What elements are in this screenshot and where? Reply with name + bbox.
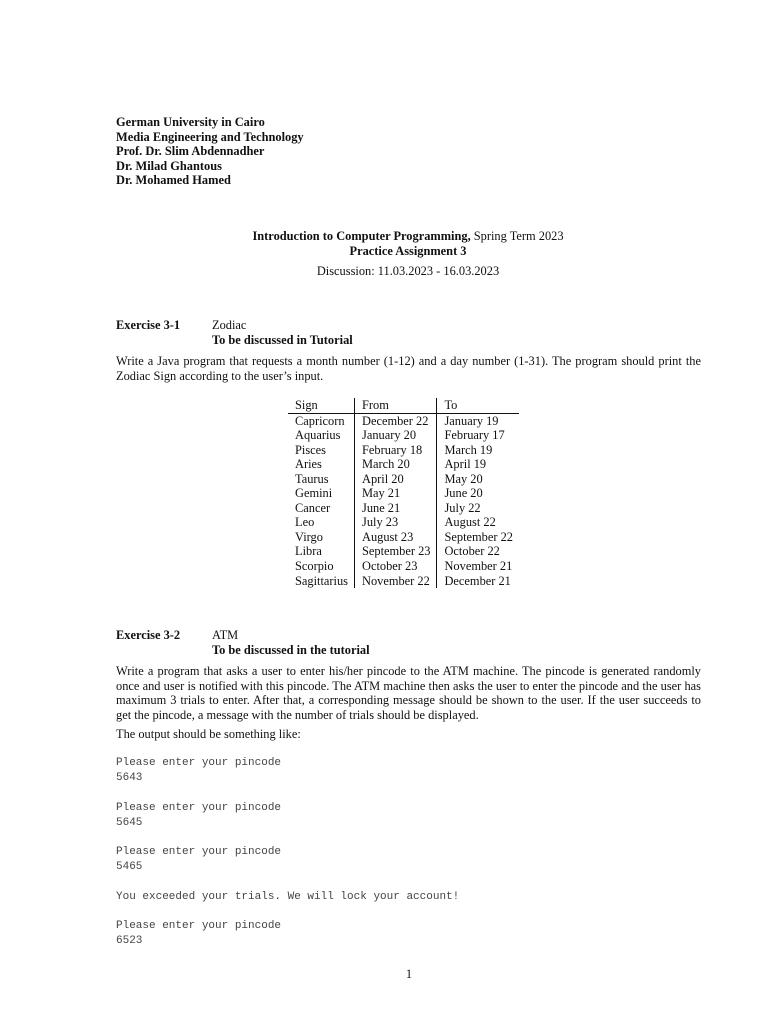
table-cell: Gemini [295, 486, 333, 501]
table-cell: April 20 [355, 472, 437, 487]
exercise-label: Exercise 3-1 [116, 318, 181, 332]
table-row [288, 530, 519, 545]
output-line: Please enter your pincode [116, 919, 282, 932]
table-cell: November 22 [355, 574, 437, 589]
table-cell: Libra [295, 544, 322, 559]
zodiac-table [288, 398, 519, 588]
table-row [288, 515, 519, 530]
assignment-title: Practice Assignment 3 [349, 244, 467, 258]
staff-member: Dr. Mohamed Hamed [116, 173, 231, 187]
table-row [288, 472, 519, 487]
column-header: Sign [288, 398, 355, 413]
table-cell: December 21 [437, 574, 519, 589]
exercise-name: ATM [212, 628, 239, 642]
course-title: Introduction to Computer Programming, [252, 229, 471, 243]
table-cell: August 22 [437, 515, 519, 530]
table-row [288, 501, 519, 516]
term-label: Spring Term 2023 [470, 229, 564, 243]
table-cell: Pisces [295, 442, 326, 457]
table-cell: Sagittarius [295, 573, 348, 588]
column-header: To [437, 398, 519, 413]
exercise-name: Zodiac [212, 318, 247, 332]
table-cell: Virgo [295, 529, 323, 544]
page-number: 1 [405, 967, 413, 981]
output-intro: The output should be something like: [116, 727, 301, 741]
table-cell: Scorpio [295, 559, 334, 574]
table-cell: May 21 [355, 486, 437, 501]
table-cell: Capricorn [295, 413, 345, 428]
table-cell: July 23 [355, 515, 437, 530]
exercise-label: Exercise 3-2 [116, 628, 181, 642]
table-cell: Aquarius [295, 428, 341, 443]
output-line: Please enter your pincode [116, 801, 282, 814]
table-cell: September 22 [437, 530, 519, 545]
table-row [288, 428, 519, 443]
column-header: From [355, 398, 437, 413]
output-line: 5645 [116, 816, 143, 829]
table-cell: Aries [295, 457, 322, 472]
exercise-title-block [212, 628, 370, 658]
table-cell: Leo [295, 515, 315, 530]
university-name: German University in Cairo [116, 115, 265, 129]
exercise-title-block [212, 318, 353, 348]
table-cell: Cancer [295, 500, 331, 515]
staff-member: Prof. Dr. Slim Abdennadher [116, 144, 265, 158]
table-row [288, 443, 519, 458]
discussion-dates: Discussion: 11.03.2023 - 16.03.2023 [316, 264, 500, 278]
title-block [116, 229, 700, 279]
output-line: Please enter your pincode [116, 757, 282, 769]
table-cell: October 23 [355, 559, 437, 574]
table-cell: Taurus [295, 471, 329, 486]
table-cell: July 22 [437, 501, 519, 516]
table-row [288, 574, 519, 589]
staff-member: Dr. Milad Ghantous [116, 158, 222, 173]
exercise-heading [116, 318, 180, 333]
output-blank-line [116, 905, 459, 919]
table-cell: April 19 [437, 457, 519, 472]
table-cell: November 21 [437, 559, 519, 574]
table-cell: January 20 [355, 428, 437, 443]
table-cell: October 22 [437, 544, 519, 559]
exercise-heading [116, 628, 180, 643]
table-row [288, 486, 519, 501]
output-line: You exceeded your trials. We will lock your account! [116, 890, 460, 903]
exercise-description: Write a Java program that requests a month number (1-12) and a day number (1-31). The program should print the Zodiac Sign according to the user’s input. [116, 354, 701, 383]
faculty-name: Media Engineering and Technology [116, 129, 304, 144]
exercise-description: Write a program that asks a user to enter his/her pincode to the ATM machine. The pincode is generated randomly once and user is notified with this pincode. The ATM machine then asks the user to enter the pincode and the user has maximum 3 trials to enter. After that, a corresponding message should be shown to the user. If the user succeeds to get the pincode, a message with the number of trials should be displayed. [116, 664, 701, 722]
output-line: 5465 [116, 861, 143, 874]
table-cell: May 20 [437, 472, 519, 487]
table-cell: February 17 [437, 428, 519, 443]
table-row [288, 413, 519, 428]
exercise-note: To be discussed in Tutorial [212, 333, 353, 347]
table-cell: September 23 [355, 544, 437, 559]
table-cell: February 18 [355, 443, 437, 458]
table-cell: December 22 [355, 413, 437, 428]
table-cell: June 20 [437, 486, 519, 501]
sample-output [116, 756, 459, 949]
table-row [288, 457, 519, 472]
table-row [288, 544, 519, 559]
table-cell: June 21 [355, 501, 437, 516]
table-cell: January 19 [437, 413, 519, 428]
output-blank-line [116, 876, 459, 890]
output-line: 5643 [116, 772, 143, 785]
table-cell: March 19 [437, 443, 519, 458]
output-blank-line [116, 831, 459, 845]
exercise-note: To be discussed in the tutorial [212, 643, 370, 657]
table-row [288, 559, 519, 574]
output-line: Please enter your pincode [116, 846, 282, 858]
table-cell: August 23 [355, 530, 437, 545]
header-block [116, 115, 304, 188]
output-line: 6523 [116, 935, 143, 947]
table-cell: March 20 [355, 457, 437, 472]
output-blank-line [116, 787, 459, 801]
table-header-row [288, 398, 519, 413]
